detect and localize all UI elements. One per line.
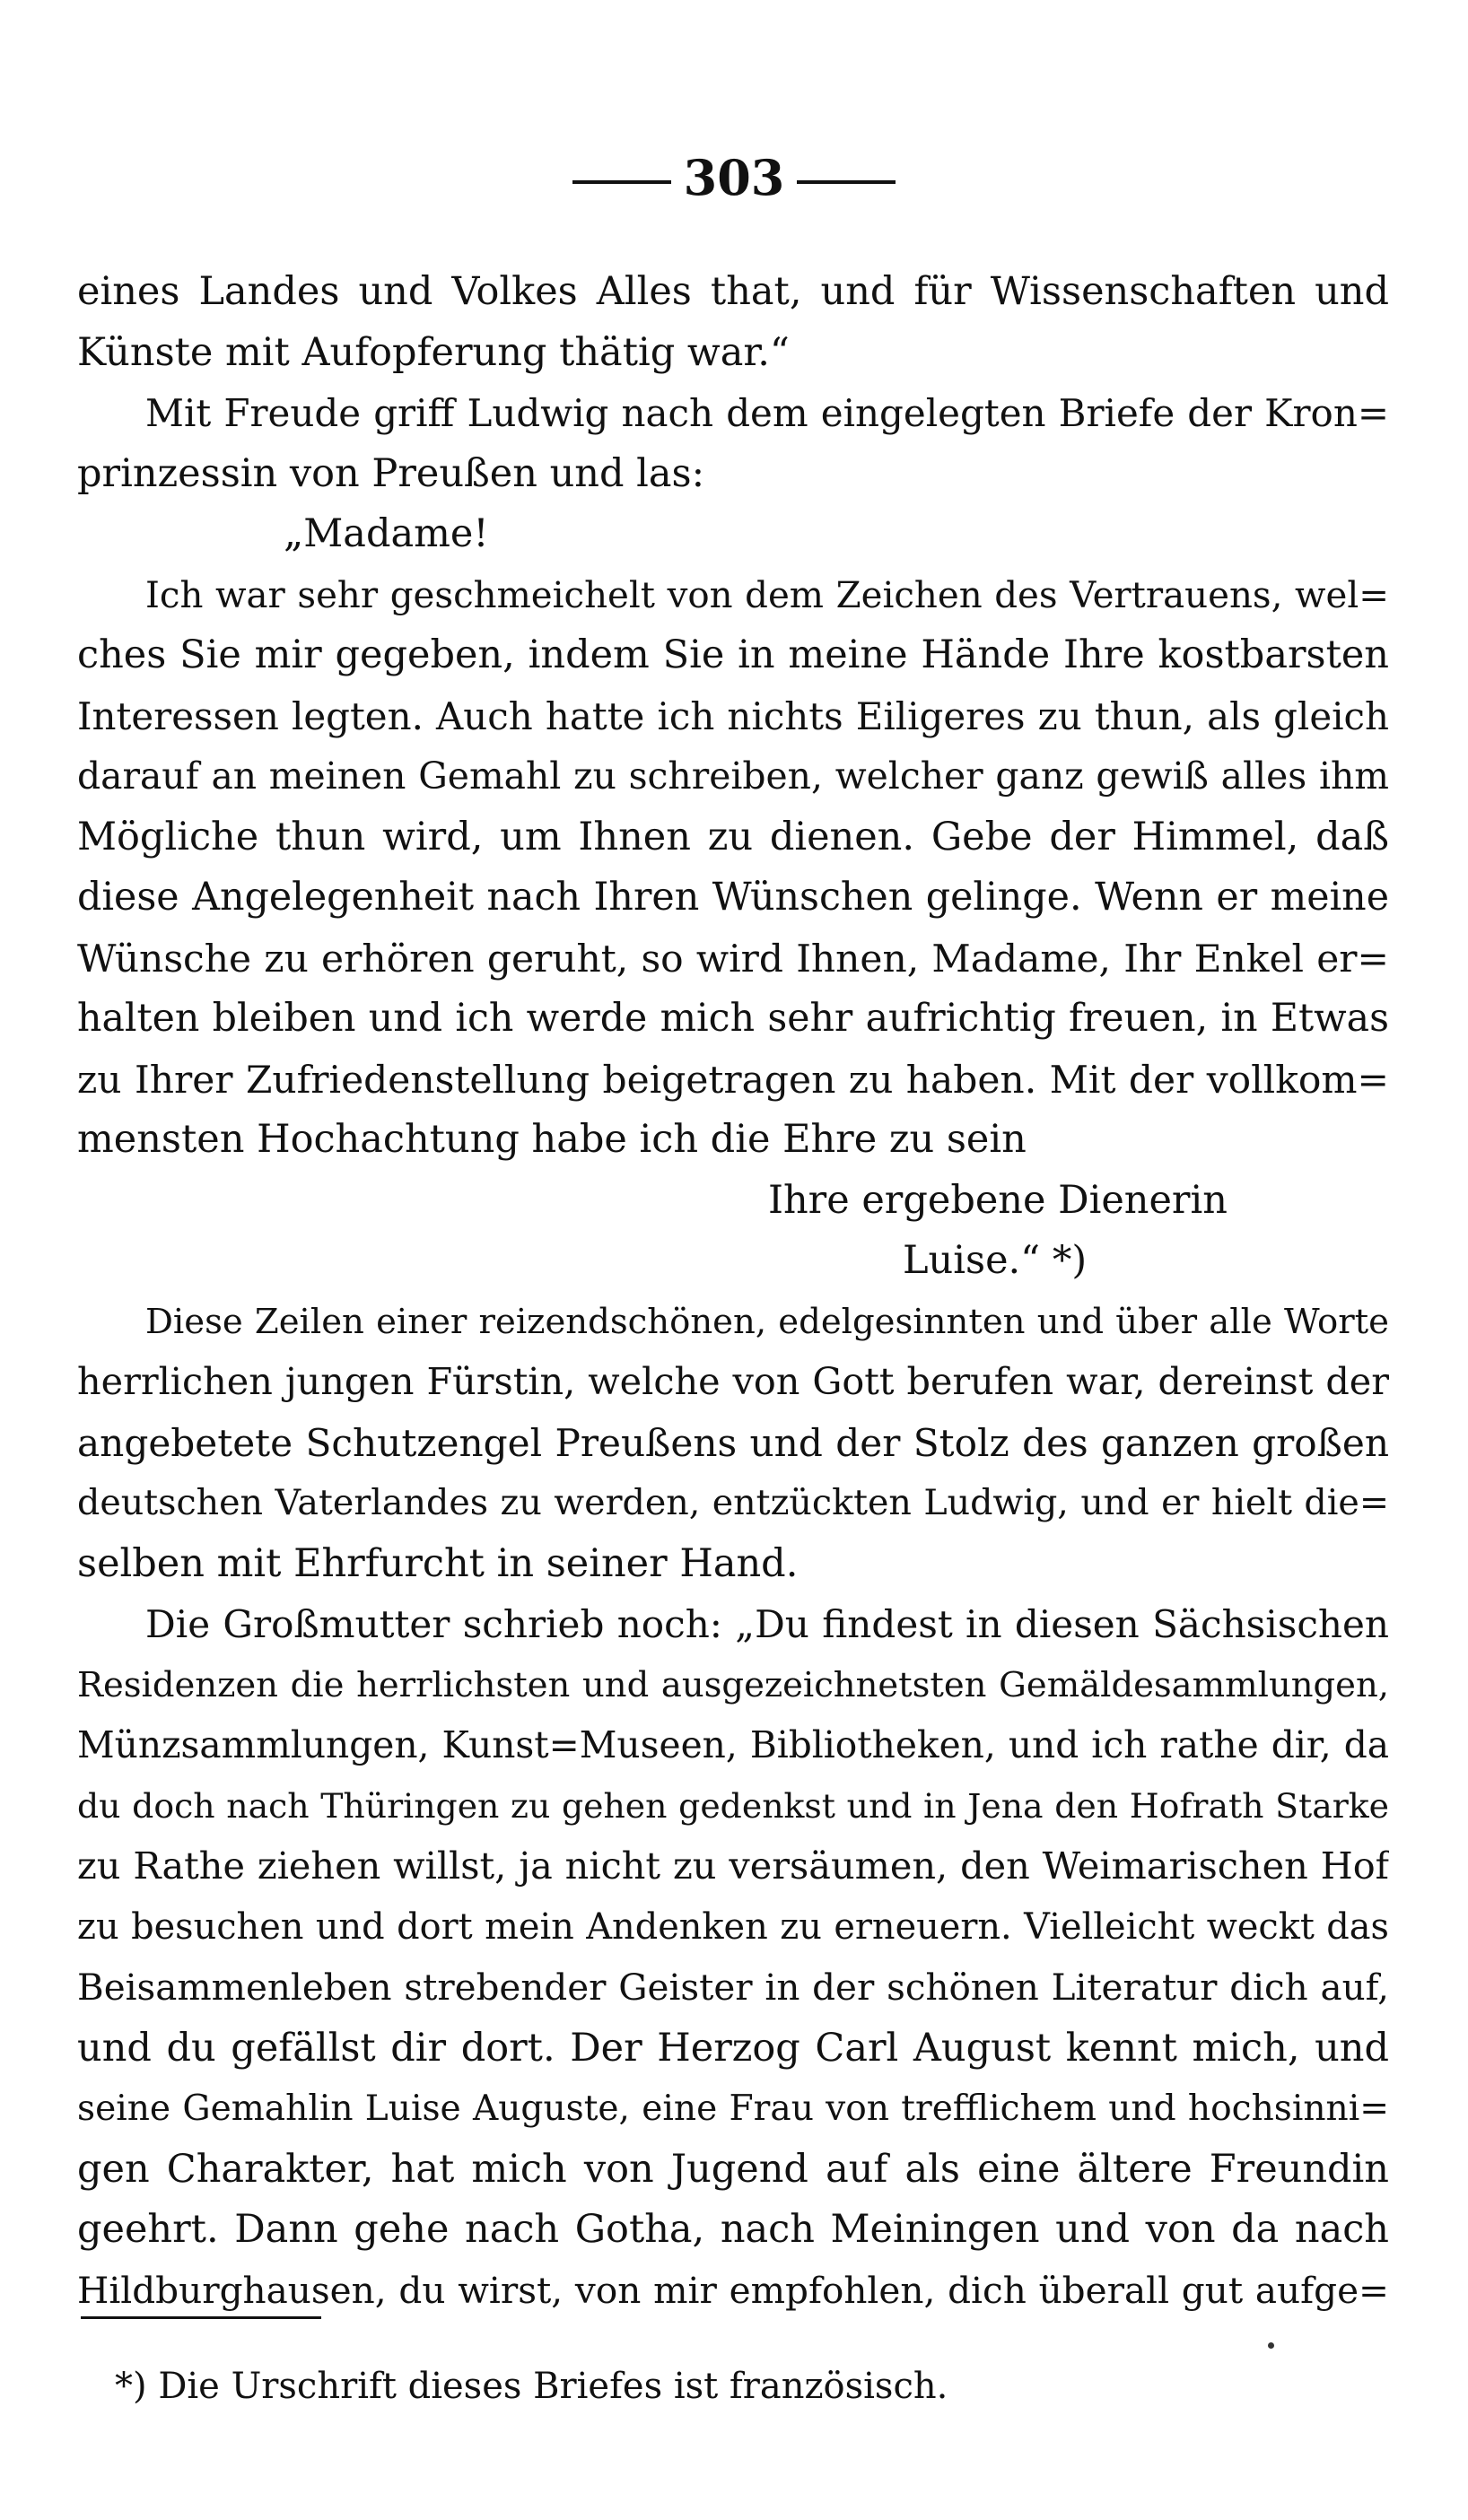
text-line: eines Landes und Volkes Alles that, und für Wissenschaften und — [77, 269, 1389, 314]
text-line: geehrt. Dann gehe nach Gotha, nach Meiningen und von da nach — [77, 2207, 1389, 2252]
text-line: und du gefällst dir dort. Der Herzog Carl August kennt mich, und — [77, 2025, 1389, 2071]
text-line: zu besuchen und dort mein Andenken zu erneuern. Vielleicht weckt das — [77, 1905, 1389, 1948]
text-line: du doch nach Thüringen zu gehen gedenkst und in Jena den Hofrath Starke — [77, 1785, 1389, 1826]
footnote: *) Die Urschrift dieses Briefes ist französisch. — [115, 2366, 948, 2407]
text-line: selben mit Ehrfurcht in seiner Hand. — [77, 1540, 799, 1586]
text-line: angebetete Schutzengel Preußens und der Stolz des ganzen großen — [77, 1420, 1389, 1465]
text-line: darauf an meinen Gemahl zu schreiben, welcher ganz gewiß alles ihm — [77, 754, 1389, 798]
text-line: Beisammenleben strebender Geister in der schönen Literatur dich auf, — [77, 1966, 1389, 2009]
text-line: Ich war sehr geschmeichelt von dem Zeichen des Vertrauens, wel= — [145, 573, 1389, 616]
text-line: gen Charakter, hat mich von Jugend auf als eine ältere Freundin — [77, 2146, 1389, 2192]
letter-signature: Luise.“ *) — [903, 1238, 1088, 1283]
header-dash-left — [572, 180, 671, 184]
text-line: prinzessin von Preußen und las: — [77, 450, 705, 496]
text-line: Residenzen die herrlichsten und ausgezeichnetsten Gemäldesammlungen, — [77, 1664, 1389, 1705]
text-line: herrlichen jungen Fürstin, welche von Gott berufen war, dereinst der — [77, 1360, 1389, 1403]
page-header — [0, 151, 1468, 205]
text-line: Wünsche zu erhören geruht, so wird Ihnen, Madame, Ihr Enkel er= — [77, 936, 1389, 981]
header-dash-right — [797, 180, 896, 184]
text-line: halten bleiben und ich werde mich sehr aufrichtig freuen, in Etwas — [77, 996, 1389, 1041]
text-line: deutschen Vaterlandes zu werden, entzückten Ludwig, und er hielt die= — [77, 1482, 1389, 1523]
letter-salutation: „Madame! — [284, 511, 489, 556]
text-line: Mit Freude griff Ludwig nach dem eingelegten Briefe der Kron= — [145, 391, 1389, 435]
text-line: Künste mit Aufopferung thätig war.“ — [77, 329, 790, 375]
text-line: zu Ihrer Zufriedenstellung beigetragen zu haben. Mit der vollkom= — [77, 1057, 1389, 1102]
text-line: zu Rathe ziehen willst, ja nicht zu versäumen, den Weimarischen Hof — [77, 1844, 1389, 1888]
page-number: 303 — [683, 149, 785, 206]
text-line: diese Angelegenheit nach Ihren Wünschen gelinge. Wenn er meine — [77, 875, 1389, 920]
text-line: Diese Zeilen einer reizendschönen, edelgesinnten und über alle Worte — [145, 1301, 1389, 1342]
text-line: Interessen legten. Auch hatte ich nichts Eiligeres zu thun, als gleich — [77, 693, 1389, 738]
text-line: mensten Hochachtung habe ich die Ehre zu sein — [77, 1117, 1027, 1162]
text-line: ches Sie mir gegeben, indem Sie in meine Hände Ihre kostbarsten — [77, 632, 1389, 677]
text-line: Hildburghausen, du wirst, von mir empfohlen, dich überall gut aufge= — [77, 2268, 1389, 2312]
text-line: Die Großmutter schrieb noch: „Du findest in diesen Sächsischen — [145, 1602, 1389, 1646]
text-line: Münzsammlungen, Kunst=Museen, Bibliotheken, und ich rathe dir, da — [77, 1723, 1389, 1766]
letter-closing: Ihre ergebene Dienerin — [768, 1177, 1228, 1223]
footnote-rule — [81, 2316, 321, 2319]
body-text — [77, 262, 1389, 2321]
text-line: seine Gemahlin Luise Auguste, eine Frau von trefflichem und hochsinni= — [77, 2088, 1389, 2129]
text-line: Mögliche thun wird, um Ihnen zu dienen. Gebe der Himmel, daß — [77, 814, 1389, 859]
print-speck — [1268, 2342, 1274, 2349]
